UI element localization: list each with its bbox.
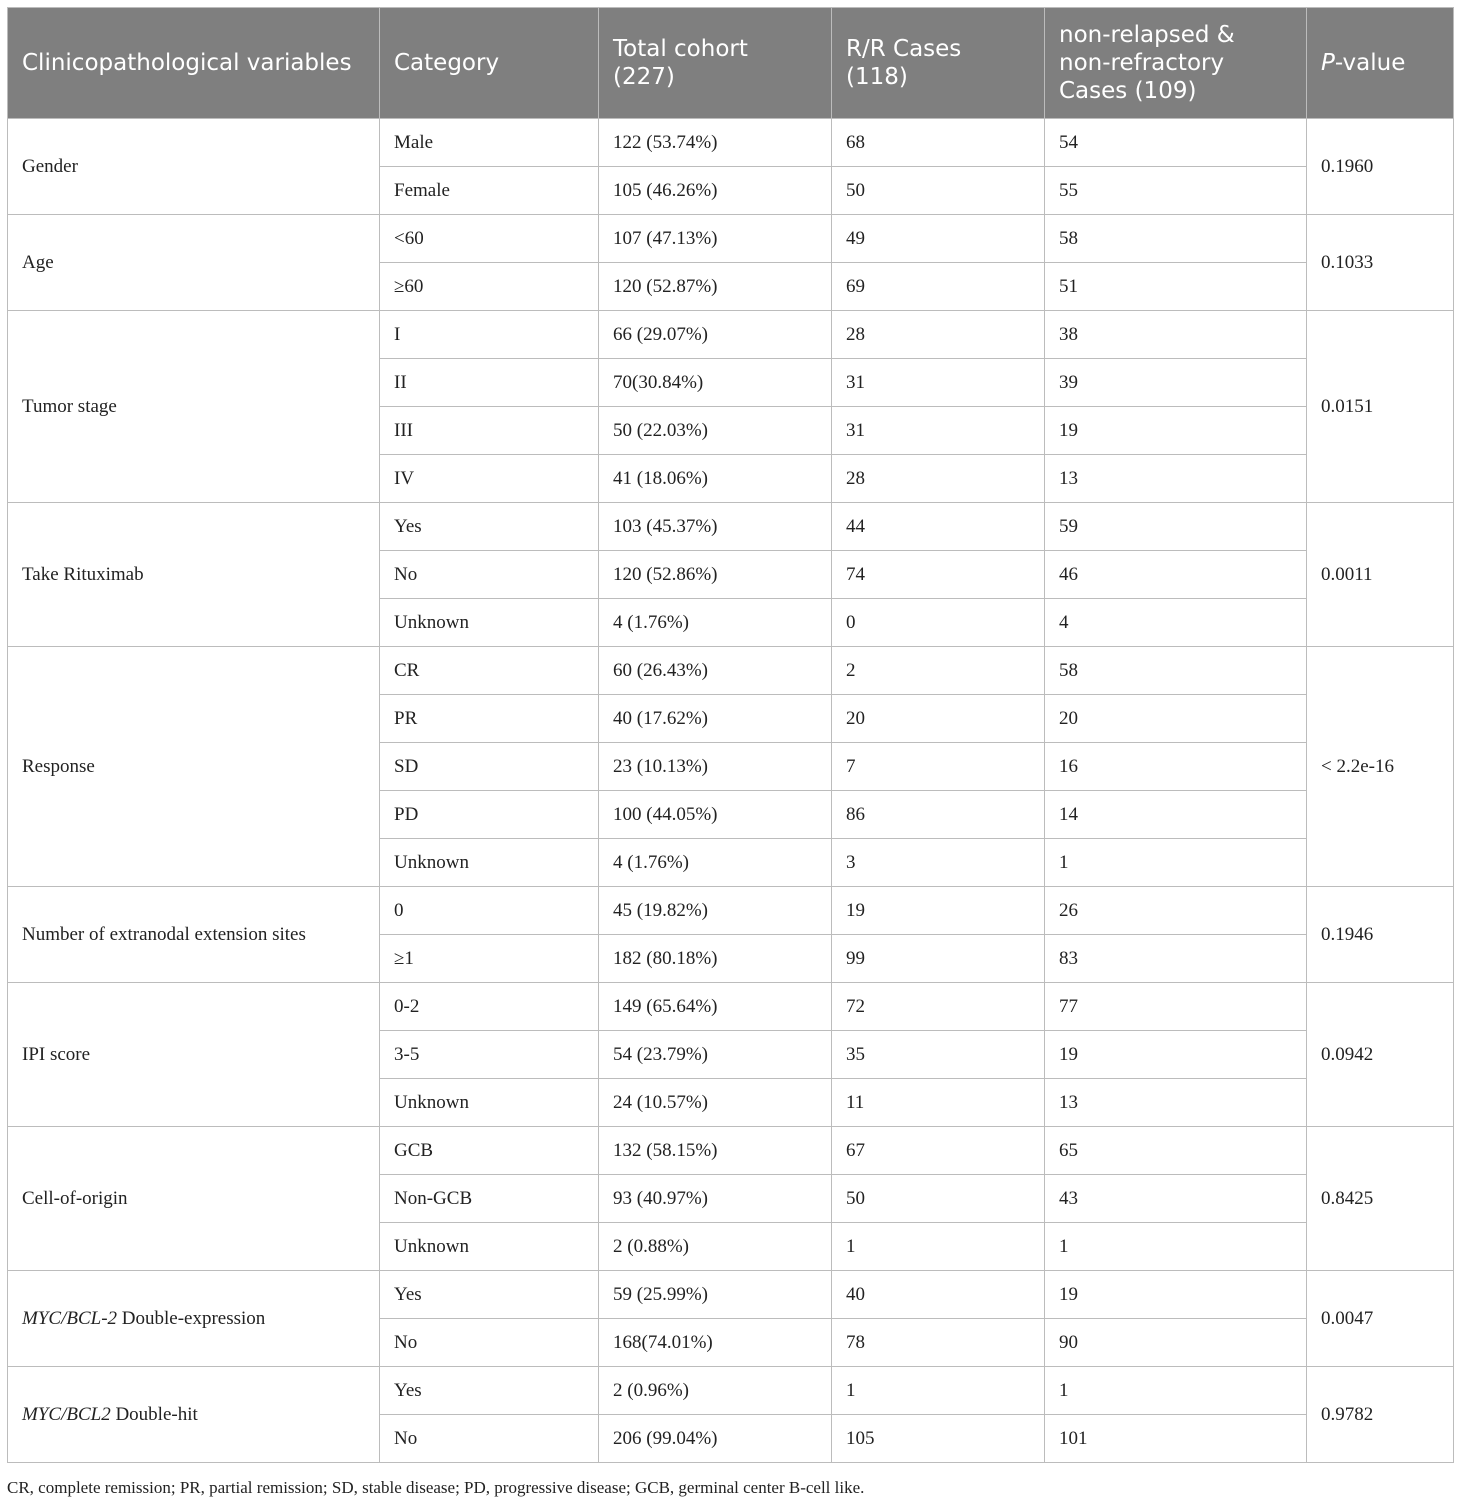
category-cell: No (380, 551, 599, 599)
header-p-value (1307, 8, 1454, 119)
header-category: Category (380, 8, 599, 119)
category-cell: No (380, 1415, 599, 1463)
total-cohort-cell: 23 (10.13%) (599, 743, 832, 791)
category-cell: Unknown (380, 1223, 599, 1271)
category-cell: No (380, 1319, 599, 1367)
category-cell: CR (380, 647, 599, 695)
header-p-italic: P (1321, 50, 1335, 76)
rr-cases-cell: 35 (832, 1031, 1045, 1079)
total-cohort-cell: 2 (0.96%) (599, 1367, 832, 1415)
variable-cell: Gender (8, 119, 380, 215)
variable-italic: MYC/BCL2 (22, 1403, 111, 1425)
rr-cases-cell: 3 (832, 839, 1045, 887)
non-relapsed-cell: 19 (1045, 1271, 1307, 1319)
non-relapsed-cell: 38 (1045, 311, 1307, 359)
table-row (8, 119, 1454, 167)
category-cell: II (380, 359, 599, 407)
non-relapsed-cell: 19 (1045, 407, 1307, 455)
category-cell: <60 (380, 215, 599, 263)
table-container (7, 7, 1453, 1463)
total-cohort-cell: 54 (23.79%) (599, 1031, 832, 1079)
category-cell: Unknown (380, 839, 599, 887)
rr-cases-cell: 74 (832, 551, 1045, 599)
category-cell: PR (380, 695, 599, 743)
category-cell: PD (380, 791, 599, 839)
variable-cell: Take Rituximab (8, 503, 380, 647)
p-value-cell: 0.0942 (1307, 983, 1454, 1127)
table-row (8, 887, 1454, 935)
category-cell: Yes (380, 1271, 599, 1319)
non-relapsed-cell: 58 (1045, 215, 1307, 263)
rr-cases-cell: 86 (832, 791, 1045, 839)
non-relapsed-cell: 58 (1045, 647, 1307, 695)
variable-cell (8, 1367, 380, 1463)
category-cell: Yes (380, 503, 599, 551)
rr-cases-cell: 50 (832, 1175, 1045, 1223)
header-p-rest: -value (1334, 50, 1406, 76)
non-relapsed-cell: 65 (1045, 1127, 1307, 1175)
clinicopathological-table (7, 7, 1454, 1463)
total-cohort-cell: 60 (26.43%) (599, 647, 832, 695)
rr-cases-cell: 40 (832, 1271, 1045, 1319)
category-cell: ≥1 (380, 935, 599, 983)
total-cohort-cell: 70(30.84%) (599, 359, 832, 407)
table-row (8, 215, 1454, 263)
p-value-cell: 0.0047 (1307, 1271, 1454, 1367)
p-value-cell: 0.1033 (1307, 215, 1454, 311)
p-value-cell: 0.9782 (1307, 1367, 1454, 1463)
rr-cases-cell: 1 (832, 1223, 1045, 1271)
rr-cases-cell: 31 (832, 359, 1045, 407)
table-body (8, 119, 1454, 1463)
total-cohort-cell: 206 (99.04%) (599, 1415, 832, 1463)
total-cohort-cell: 103 (45.37%) (599, 503, 832, 551)
rr-cases-cell: 99 (832, 935, 1045, 983)
rr-cases-cell: 50 (832, 167, 1045, 215)
non-relapsed-cell: 51 (1045, 263, 1307, 311)
p-value-cell: 0.8425 (1307, 1127, 1454, 1271)
table-row (8, 983, 1454, 1031)
total-cohort-cell: 59 (25.99%) (599, 1271, 832, 1319)
p-value-cell: 0.1946 (1307, 887, 1454, 983)
total-cohort-cell: 45 (19.82%) (599, 887, 832, 935)
variable-cell: Cell-of-origin (8, 1127, 380, 1271)
non-relapsed-cell: 20 (1045, 695, 1307, 743)
total-cohort-cell: 100 (44.05%) (599, 791, 832, 839)
non-relapsed-cell: 77 (1045, 983, 1307, 1031)
rr-cases-cell: 11 (832, 1079, 1045, 1127)
total-cohort-cell: 66 (29.07%) (599, 311, 832, 359)
rr-cases-cell: 105 (832, 1415, 1045, 1463)
non-relapsed-cell: 1 (1045, 839, 1307, 887)
variable-cell: Response (8, 647, 380, 887)
table-row (8, 503, 1454, 551)
rr-cases-cell: 69 (832, 263, 1045, 311)
non-relapsed-cell: 1 (1045, 1223, 1307, 1271)
rr-cases-cell: 78 (832, 1319, 1045, 1367)
rr-cases-cell: 49 (832, 215, 1045, 263)
variable-rest: Double-hit (110, 1403, 198, 1425)
non-relapsed-cell: 55 (1045, 167, 1307, 215)
variable-cell: Age (8, 215, 380, 311)
non-relapsed-cell: 4 (1045, 599, 1307, 647)
variable-cell: Number of extranodal extension sites (8, 887, 380, 983)
non-relapsed-cell: 14 (1045, 791, 1307, 839)
non-relapsed-cell: 54 (1045, 119, 1307, 167)
category-cell: Female (380, 167, 599, 215)
non-relapsed-cell: 39 (1045, 359, 1307, 407)
category-cell: 3-5 (380, 1031, 599, 1079)
rr-cases-cell: 20 (832, 695, 1045, 743)
rr-cases-cell: 44 (832, 503, 1045, 551)
total-cohort-cell: 24 (10.57%) (599, 1079, 832, 1127)
total-cohort-cell: 50 (22.03%) (599, 407, 832, 455)
non-relapsed-cell: 43 (1045, 1175, 1307, 1223)
rr-cases-cell: 72 (832, 983, 1045, 1031)
total-cohort-cell: 107 (47.13%) (599, 215, 832, 263)
table-footnote: CR, complete remission; PR, partial remission; SD, stable disease; PD, progressive disease; GCB, germinal center B-cell like. (7, 1478, 865, 1497)
rr-cases-cell: 1 (832, 1367, 1045, 1415)
total-cohort-cell: 40 (17.62%) (599, 695, 832, 743)
non-relapsed-cell: 59 (1045, 503, 1307, 551)
non-relapsed-cell: 13 (1045, 455, 1307, 503)
table-row (8, 1367, 1454, 1415)
header-row (8, 8, 1454, 119)
category-cell: III (380, 407, 599, 455)
variable-italic: MYC/BCL-2 (22, 1307, 118, 1329)
header-total-cohort: Total cohort (227) (599, 8, 832, 119)
table-row (8, 647, 1454, 695)
total-cohort-cell: 182 (80.18%) (599, 935, 832, 983)
category-cell: I (380, 311, 599, 359)
rr-cases-cell: 67 (832, 1127, 1045, 1175)
category-cell: Unknown (380, 1079, 599, 1127)
rr-cases-cell: 0 (832, 599, 1045, 647)
total-cohort-cell: 149 (65.64%) (599, 983, 832, 1031)
non-relapsed-cell: 13 (1045, 1079, 1307, 1127)
non-relapsed-cell: 46 (1045, 551, 1307, 599)
total-cohort-cell: 4 (1.76%) (599, 599, 832, 647)
total-cohort-cell: 2 (0.88%) (599, 1223, 832, 1271)
category-cell: Yes (380, 1367, 599, 1415)
category-cell: 0 (380, 887, 599, 935)
p-value-cell: 0.0011 (1307, 503, 1454, 647)
p-value-cell: 0.0151 (1307, 311, 1454, 503)
rr-cases-cell: 28 (832, 311, 1045, 359)
non-relapsed-cell: 26 (1045, 887, 1307, 935)
total-cohort-cell: 120 (52.86%) (599, 551, 832, 599)
non-relapsed-cell: 83 (1045, 935, 1307, 983)
rr-cases-cell: 68 (832, 119, 1045, 167)
category-cell: Male (380, 119, 599, 167)
variable-cell: Tumor stage (8, 311, 380, 503)
rr-cases-cell: 7 (832, 743, 1045, 791)
variable-cell (8, 1271, 380, 1367)
rr-cases-cell: 31 (832, 407, 1045, 455)
category-cell: 0-2 (380, 983, 599, 1031)
variable-rest: Double-expression (117, 1307, 266, 1329)
p-value-cell: < 2.2e-16 (1307, 647, 1454, 887)
table-row (8, 1271, 1454, 1319)
rr-cases-cell: 19 (832, 887, 1045, 935)
total-cohort-cell: 122 (53.74%) (599, 119, 832, 167)
total-cohort-cell: 105 (46.26%) (599, 167, 832, 215)
total-cohort-cell: 168(74.01%) (599, 1319, 832, 1367)
total-cohort-cell: 120 (52.87%) (599, 263, 832, 311)
non-relapsed-cell: 19 (1045, 1031, 1307, 1079)
category-cell: ≥60 (380, 263, 599, 311)
rr-cases-cell: 28 (832, 455, 1045, 503)
category-cell: SD (380, 743, 599, 791)
category-cell: GCB (380, 1127, 599, 1175)
non-relapsed-cell: 101 (1045, 1415, 1307, 1463)
total-cohort-cell: 93 (40.97%) (599, 1175, 832, 1223)
variable-cell: IPI score (8, 983, 380, 1127)
header-non-relapsed-cases: non-relapsed & non-refractory Cases (109) (1045, 8, 1307, 119)
total-cohort-cell: 4 (1.76%) (599, 839, 832, 887)
category-cell: Unknown (380, 599, 599, 647)
total-cohort-cell: 132 (58.15%) (599, 1127, 832, 1175)
p-value-cell: 0.1960 (1307, 119, 1454, 215)
header-rr-cases: R/R Cases (118) (832, 8, 1045, 119)
total-cohort-cell: 41 (18.06%) (599, 455, 832, 503)
non-relapsed-cell: 16 (1045, 743, 1307, 791)
header-variables: Clinicopathological variables (8, 8, 380, 119)
non-relapsed-cell: 1 (1045, 1367, 1307, 1415)
table-row (8, 1127, 1454, 1175)
non-relapsed-cell: 90 (1045, 1319, 1307, 1367)
table-row (8, 311, 1454, 359)
category-cell: IV (380, 455, 599, 503)
rr-cases-cell: 2 (832, 647, 1045, 695)
category-cell: Non-GCB (380, 1175, 599, 1223)
